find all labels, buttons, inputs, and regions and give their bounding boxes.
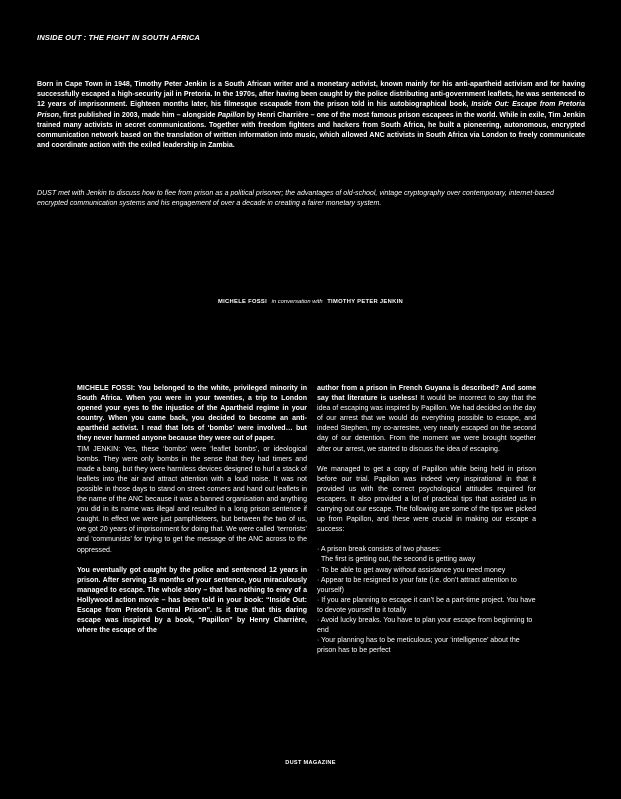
tips-list xyxy=(317,545,536,656)
list-item: · If you are planning to escape it can’t be a part-time project. You have to devote yourself to it totally xyxy=(317,596,536,614)
intro-papillon-title: Papillon xyxy=(217,111,245,119)
answer-1: TIM JENKIN: Yes, these ‘bombs’ were ‘leaflet bombs’, or ideological bombs. They were only bombs in the sense that they had timers and made a bang, but they were harmless devices designed to hurl a stack of leaflets into the air and attract attention with a loud noise. It was not possible in those days to stand on street corners and hand out leaflets in the name of the ANC because it was a banned organisation and anything you did in its name was illegal and resulted in a long prison sentence if caught. In effect we were just pamphleteers, but between the two of us, we got 20 years of imprisonment for doing that. We were called ‘terrorists’ and ‘communists’ for trying to get the message of the ANC across to the oppressed. xyxy=(77,445,307,554)
answer-3: We managed to get a copy of Papillon while being held in prison before our trial. Papillon was indeed very inspirational in that it provided us with the correct psychological attitudes required for escapers. It also provided a lot of practical tips that assisted us in carrying out our escape. The following are some of the tips we picked up from Papillon, and these were crucial in making our escape a success: xyxy=(317,465,536,534)
list-item: · Your planning has to be meticulous; your ‘intelligence’ about the prison has to be perfect xyxy=(317,637,520,655)
list-item: · To be able to get away without assistance you need money xyxy=(317,566,506,574)
list-item: · Appear to be resigned to your fate (i.e. don’t attract attention to yourself) xyxy=(317,576,517,594)
byline-interviewer: MICHELE FOSSI xyxy=(218,299,268,305)
byline-interviewee: TIMOTHY PETER JENKIN xyxy=(327,299,403,305)
answer-2: It would be incorrect to say that the idea of escaping was inspired by Papillon. We had decided on the day of our arrest that we would do everything possible to escape, and indeed Stephen, my co-arrestee, very nearly escaped on the second day of our detention. From the moment we were brought together after our arrest, we started to discuss the idea of escaping. xyxy=(317,395,536,453)
question-1: MICHELE FOSSI: You belonged to the white, privileged minority in South Africa. When you were in your twenties, a trip to London opened your eyes to the injustice of the Apartheid regime in your country. When you came back, you decided to become an anti-apartheid activist. I read that lots of ‘bombs’ were involved… but they never harmed anyone because they were out of paper. xyxy=(77,385,307,443)
byline-connector: in conversation with xyxy=(271,299,323,305)
byline xyxy=(0,299,621,305)
list-item: · Avoid lucky breaks. You have to plan your escape from beginning to end xyxy=(317,616,533,635)
list-item: · A prison break consists of two phases: xyxy=(317,546,441,554)
intro-book-title: Inside Out: Escape from Pretoria Prison xyxy=(37,101,585,119)
intro-paragraph xyxy=(37,80,585,151)
intro-text-a: Born in Cape Town in 1948, Timothy Peter Jenkin is a South African writer and a monetary activist, known mainly for his anti-apartheid activism and for having successfully escaped a high-security jail in Pretoria. In the 1970s, after having been caught by the police distributing anti-government leaflets, he was sentenced to 12 years of imprisonment. Eighteen months later, his filmesque escapade from the prison told in his autobiographical book, xyxy=(37,81,585,109)
question-2: You eventually got caught by the police and sentenced 12 years in prison. After serving 18 months of your sentence, you miraculously managed to escape. The whole story – that has nothing to envy of a Hollywood action movie – has been told in your book: “Inside Out: Escape from Pretoria Central Prison”. Is it true that this daring escape was inspired by a book, “Papillon” by Henry Charrière, where the escape of the xyxy=(77,566,307,635)
footer-label: DUST MAGAZINE xyxy=(285,760,336,766)
header-title: INSIDE OUT : THE FIGHT IN SOUTH AFRICA xyxy=(37,33,200,42)
intro-text-b: , first published in 2003, made him – alongside xyxy=(58,111,218,119)
column-right xyxy=(317,384,536,656)
list-item: The first is getting out, the second is getting away xyxy=(321,556,476,564)
question-2-continued: author from a prison in French Guyana is described? And some say that literature is useless! xyxy=(317,385,536,403)
intro-summary: DUST met with Jenkin to discuss how to flee from prison as a political prisoner; the advantages of old-school, vintage cryptography over contemporary, internet-based encrypted communication systems and his engagement of over a decade in creating a fairer monetary system. xyxy=(37,190,554,208)
intro-text-c: by Henri Charrière – one of the most famous prison escapees in the world. While in exile, Tim Jenkin trained many activists in secret communications. Together with freedom fighters and hackers from South Africa, he built a pioneering, autonomous, encrypted communication network based on the translation of written information into music, which allowed ANC activists in South Africa via London to freely communicate and coordinate action with the exiled leadership in Zambia. xyxy=(37,111,585,150)
column-left xyxy=(77,384,307,636)
